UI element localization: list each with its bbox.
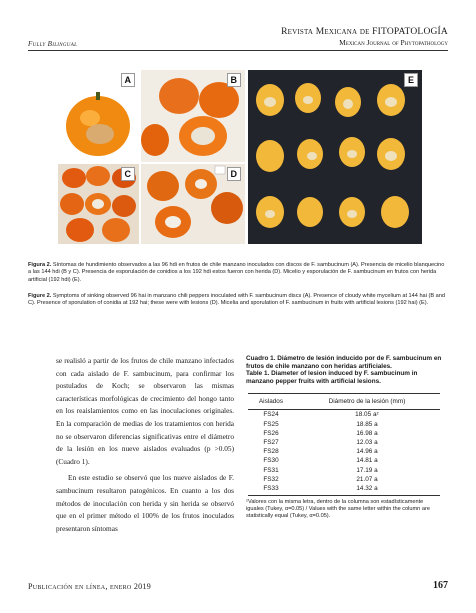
table-row — [248, 447, 440, 456]
cell-diameter: 17.19 a — [356, 466, 378, 474]
figure-caption-es — [28, 262, 448, 284]
panel-letter-b: B — [227, 73, 242, 87]
table-row — [248, 429, 440, 438]
figure-panel-c — [58, 164, 139, 244]
figure-panel-b — [141, 70, 245, 162]
panel-letter-d: D — [227, 167, 242, 181]
body-paragraph-2: En este estudio se observó que los nueve aislados de F. sambucinum resultaron patogénicos. En cuanto a los dos métodos de inoculación con herida y sin herida se observó que en el primer método el 100% de los frutos inoculados presentaron síntomas — [56, 473, 234, 533]
table-row — [248, 438, 440, 447]
table-row — [248, 475, 440, 484]
cell-isolate: FS30 — [263, 457, 279, 465]
journal-title-en: Mexican Journal of Phytopathology — [339, 38, 448, 47]
cell-isolate: FS27 — [263, 439, 279, 447]
table-label-es: Cuadro 1. — [246, 355, 276, 362]
cell-isolate: FS33 — [248, 484, 294, 496]
figure-caption-en — [28, 293, 448, 308]
column-header-isolate: Aislados — [258, 398, 284, 406]
table-row — [248, 456, 440, 465]
table-row — [248, 484, 440, 496]
cell-diameter: 18.85 a — [356, 420, 378, 428]
table-title-en: Diameter of lesion induced by F. sambucinum in manzano pepper fruits with artificial lesions. — [246, 370, 418, 385]
cell-diameter: 14.81 a — [356, 457, 378, 465]
caption-text-en: Symptoms of sinking observed 96 hai in manzano chili peppers inoculated with F. sambucinum discs (A). Presence of cloudy white mycelium at 144 hai (B and C). Presence of sporulation of conidia at 192 hai; these were with lesions (D). Micelia and sporulation of F. sambucinum in fruits with artificial lesions (192 hai) (E). — [28, 293, 445, 307]
body-paragraph-1: se realisló a partir de los frutos de chile manzano infectados con cada aislado de F. sambucinum, para confirmar los postulados de Koch; se observaron las mismas características morfológicas de crecimiento del hongo tanto en los reaislamientos como en las inoculaciones originales. En la comparación de medias de los tratamientos con herida no se observaron diferencias significativas entre el diámetro de la lesión en los nueve aislados evaluados (p >0.05) (Cuadro 1). — [56, 356, 234, 466]
cell-isolate: FS25 — [263, 420, 279, 428]
cell-isolate: FS28 — [263, 448, 279, 456]
table-title-es: Diámetro de lesión inducido por de F. sambucinum en frutos de chile manzano con heridas artificiales. — [246, 355, 442, 370]
figure-panel-a — [58, 70, 139, 162]
panel-letter-e: E — [404, 73, 418, 87]
table-row — [248, 466, 440, 475]
header-rule — [28, 50, 448, 51]
cell-diameter: 12.03 a — [356, 439, 378, 447]
body-text-column — [56, 355, 234, 535]
table-row — [248, 420, 440, 429]
cell-diameter: 21.07 a — [356, 475, 378, 483]
footer-publication: Publicación en línea, enero 2019 — [28, 582, 152, 591]
table-header-row — [248, 394, 440, 410]
cell-isolate: FS24 — [263, 411, 279, 419]
cell-isolate: FS26 — [263, 429, 279, 437]
panel-letter-c: C — [121, 167, 136, 181]
column-header-diameter: Diámetro de la lesión (mm) — [328, 398, 406, 406]
caption-label-es: Figura 2. — [28, 262, 52, 268]
cell-diameter: 16.98 a — [356, 429, 378, 437]
cell-diameter: 14.32 a — [294, 484, 440, 496]
panel-letter-a: A — [121, 73, 136, 87]
table-label-en: Table 1. — [246, 370, 270, 378]
figure-panel-e — [248, 70, 422, 244]
table-row — [248, 410, 440, 420]
table-caption-es — [246, 355, 446, 370]
lesion-table — [248, 393, 440, 496]
table-footnote: ᶻValores con la misma letra, dentro de la columna son estadísticamente iguales (Tukey, α=0.05) / Values with the same letter within the column are statistically equal (Tukey, α=0.05). — [246, 498, 430, 519]
cell-diameter: 14.96 a — [356, 448, 378, 456]
pepper-photo-e — [248, 70, 422, 244]
table-block — [246, 355, 446, 520]
cell-isolate: FS32 — [263, 475, 279, 483]
caption-label-en: Figure 2. — [28, 293, 52, 299]
table-caption-en — [246, 370, 446, 385]
cell-isolate: FS31 — [263, 466, 279, 474]
figure-panel-d — [141, 164, 245, 244]
cell-diameter: 18.05 aᶻ — [355, 411, 379, 419]
journal-header — [281, 27, 448, 47]
page-number: 167 — [433, 580, 448, 591]
journal-title-es: Revista Mexicana de FITOPATOLOGÍA — [281, 27, 448, 37]
caption-text-es: Síntomas de hundimiento observados a las 96 hdi en frutos de chile manzano inoculados con discos de F. sambucinum (A). Presencia de micelio blanquecino a las 144 hdi (B y C). Presencia de esporulación de conidios a los 192 hdi estos fueron con herida (D). Micelio y esporulación de F. sambucinum en frutos con herida artificial (192 hdi) (E). — [28, 262, 445, 283]
running-head-left: Fully Bilingual — [28, 40, 78, 48]
